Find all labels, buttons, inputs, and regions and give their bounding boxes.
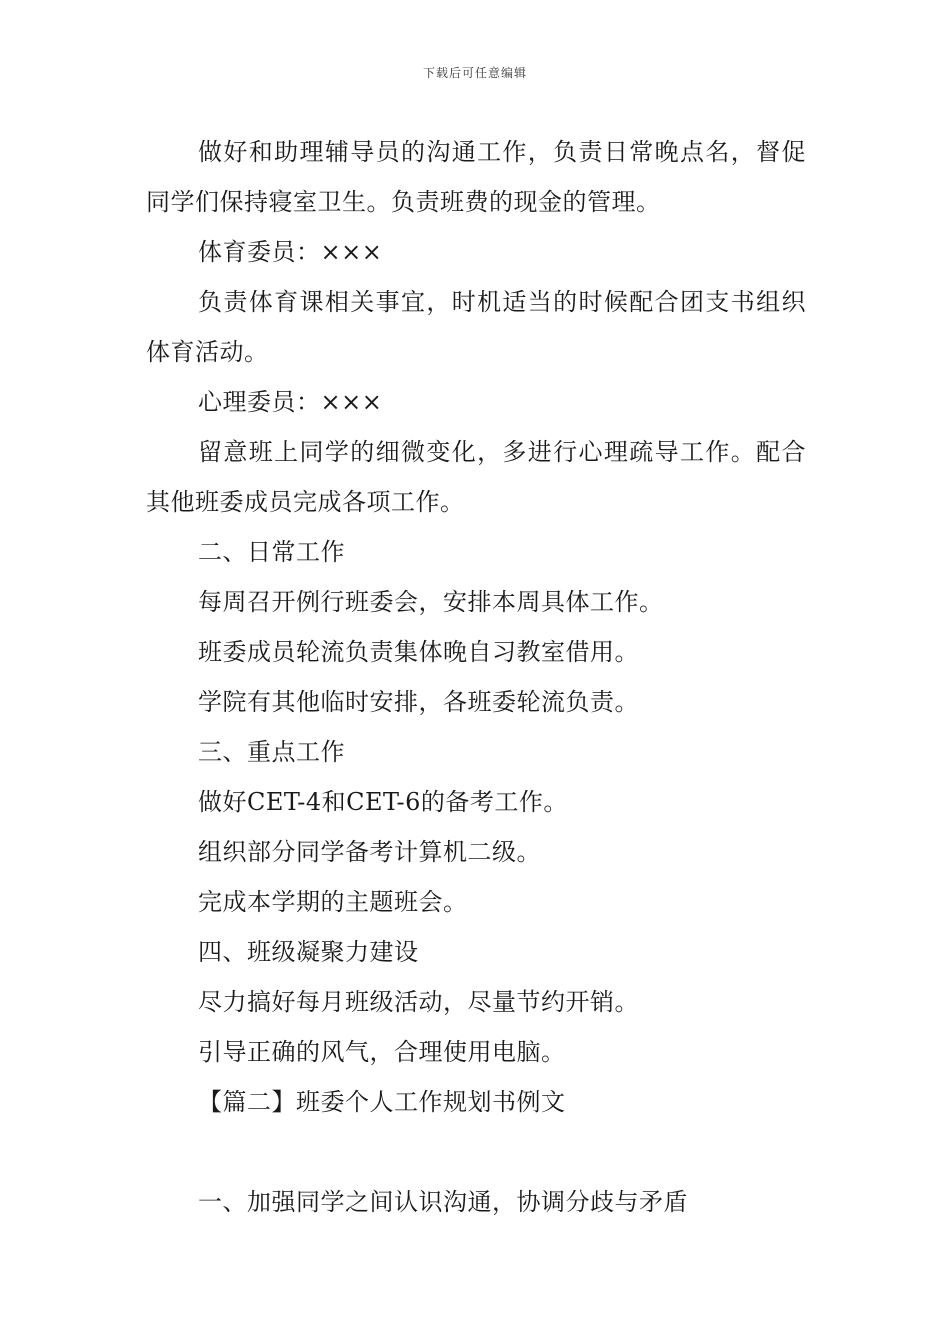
article-title-part-two: 【篇二】班委个人工作规划书例文 [198,1088,566,1116]
document-body [146,127,806,1227]
paragraph-daily-item-3: 学院有其他临时安排，各班委轮流负责。 [198,688,639,716]
paragraph-daily-item-1: 每周召开例行班委会，安排本周具体工作。 [198,588,664,616]
paragraph-sports-committee: 体育委员：××× [198,238,383,266]
paragraph-cohesion-item-2: 引导正确的风气，合理使用电脑。 [198,1038,566,1066]
paragraph-sports-duties: 负责体育课相关事宜，时机适当的时候配合团支书组织体育活动。 [146,288,806,366]
paragraph-key-item-2: 组织部分同学备考计算机二级。 [198,838,541,866]
section-heading-communication: 一、加强同学之间认识沟通，协调分歧与矛盾 [198,1188,688,1216]
paragraph-psych-duties: 留意班上同学的细微变化，多进行心理疏导工作。配合其他班委成员完成各项工作。 [146,438,806,516]
paragraph-psych-committee: 心理委员：××× [198,388,383,416]
blank-line [146,1127,806,1177]
paragraph-key-item-3: 完成本学期的主题班会。 [198,888,468,916]
paragraph-key-item-1: 做好CET-4和CET-6的备考工作。 [198,788,568,816]
paragraph-cohesion-item-1: 尽力搞好每月班级活动，尽量节约开销。 [198,988,639,1016]
paragraph-monitor-duties: 做好和助理辅导员的沟通工作，负责日常晚点名，督促同学们保持寝室卫生。负责班费的现金的管理。 [146,138,806,216]
section-heading-cohesion: 四、班级凝聚力建设 [198,938,419,966]
paragraph-daily-item-2: 班委成员轮流负责集体晚自习教室借用。 [198,638,639,666]
page-header: 下载后可任意编辑 [422,66,527,80]
section-heading-key-work: 三、重点工作 [198,738,345,766]
section-heading-daily-work: 二、日常工作 [198,538,345,566]
